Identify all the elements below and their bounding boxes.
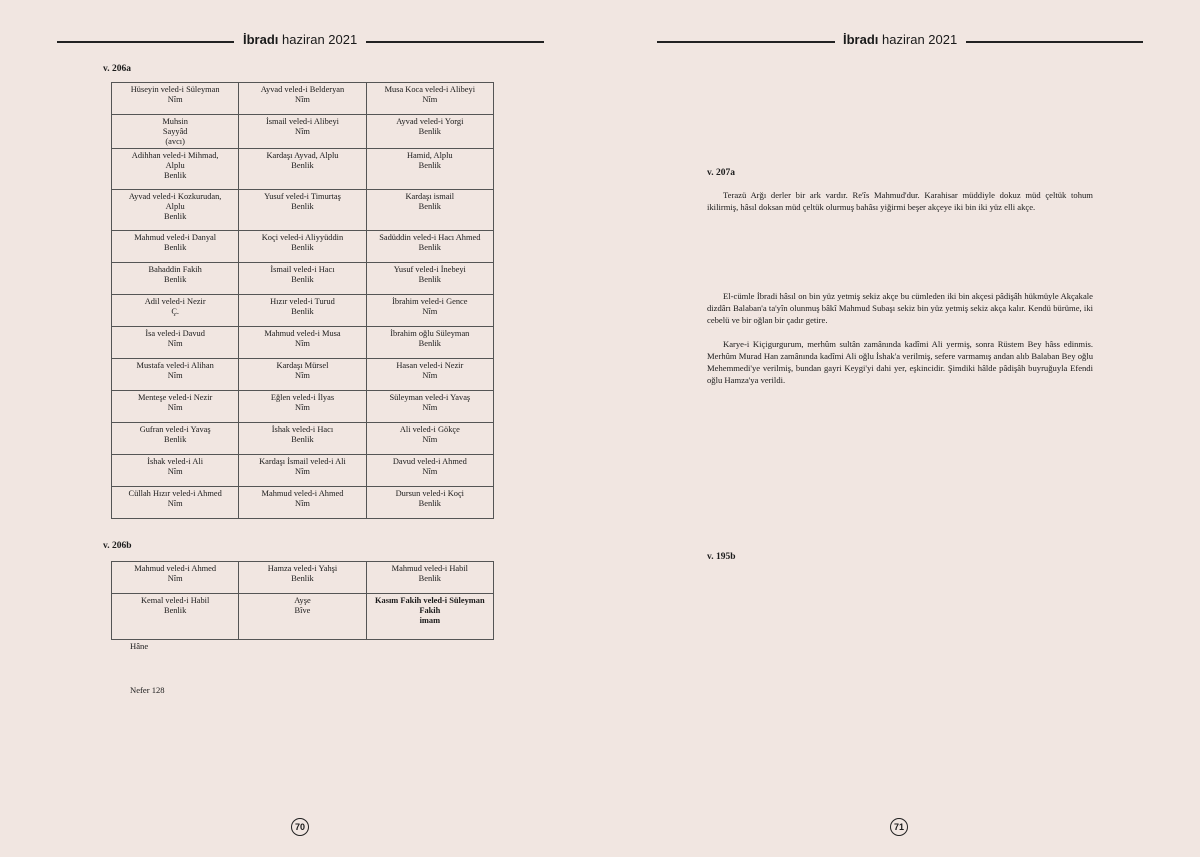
table-row — [112, 594, 494, 640]
table-cell: Ali veled-i Gökçe Nîm — [366, 423, 493, 455]
table-row — [112, 327, 494, 359]
table-cell: İsmail veled-i Hacı Benlik — [239, 263, 366, 295]
table-cell: Kardaşı İsmail veled-i Ali Nîm — [239, 455, 366, 487]
table-cell: Mustafa veled-i Alihan Nîm — [112, 359, 239, 391]
table-cell: Ayvad veled-i Kozkurudan, Alplu Benlik — [112, 190, 239, 231]
header-rule — [57, 41, 234, 43]
table-cell: Kasım Fakih veled-i Süleyman Fakih imam — [366, 594, 493, 640]
table-cell: İshak veled-i Ali Nîm — [112, 455, 239, 487]
table-row — [112, 295, 494, 327]
table-cell: Hızır veled-i Turud Benlik — [239, 295, 366, 327]
table-cell: Süleyman veled-i Yavaş Nîm — [366, 391, 493, 423]
table-cell: Hüseyin veled-i Süleyman Nîm — [112, 83, 239, 115]
table-cell: Davud veled-i Ahmed Nîm — [366, 455, 493, 487]
register-table-206a — [111, 82, 494, 519]
table-row — [112, 359, 494, 391]
table-cell: Eğlen veled-i İlyas Nîm — [239, 391, 366, 423]
table-cell: Ayvad veled-i Belderyan Nîm — [239, 83, 366, 115]
table-row — [112, 455, 494, 487]
hane-label: Hâne — [130, 641, 149, 651]
table-cell: Menteşe veled-i Nezir Nîm — [112, 391, 239, 423]
running-header-left — [0, 34, 600, 50]
table-row — [112, 423, 494, 455]
table-cell: İshak veled-i Hacı Benlik — [239, 423, 366, 455]
paragraph: El-cümle İbradi hâsıl on bin yüz yetmiş sekiz akçe bu cümleden iki bin akçesi pâdişâh hükmüyle Akçakale dizdârı Balaban'a ta'yîn olunmuş bâkî Mahmud Subaşı sekiz bin yüz yetmiş sekiz akça kalır. Kendü bürüme, iki cebelü ve bir oğlan bir çadır getire. — [707, 291, 1093, 325]
table-row — [112, 149, 494, 190]
table-cell: İsmail veled-i Alibeyi Nîm — [239, 115, 366, 149]
right-page — [600, 0, 1200, 857]
table-cell: Hasan veled-i Nezir Nîm — [366, 359, 493, 391]
nefer-label: Nefer 128 — [130, 685, 165, 695]
table-row — [112, 391, 494, 423]
page-number: 71 — [890, 818, 908, 836]
table-cell: Ayşe Bîve — [239, 594, 366, 640]
table-row — [112, 115, 494, 149]
table-cell: Hamid, Alplu Benlik — [366, 149, 493, 190]
paragraph: Terazü Arğı derler bir ark vardır. Re'îs Mahmud'dur. Karahisar müddiyle dokuz müd çeltük tohum ikilirmiş, hâsıl doksan müd çeltük olurmuş bahâsı yiğirmi beşer akçeye iki bin iki yüz elli akçe. — [707, 190, 1093, 212]
table-cell: Mahmud veled-i Ahmed Nîm — [239, 487, 366, 519]
table-cell: Kardaşı Ayvad, Alplu Benlik — [239, 149, 366, 190]
table-cell: Mahmud veled-i Danyal Benlik — [112, 231, 239, 263]
table-cell: Adil veled-i Nezir Ç. — [112, 295, 239, 327]
section-heading: v. 207a — [707, 168, 735, 178]
header-title: İbradı haziran 2021 — [243, 32, 358, 47]
table-cell: Hamza veled-i Yahşi Benlik — [239, 562, 366, 594]
page-number: 70 — [291, 818, 309, 836]
header-title: İbradı haziran 2021 — [843, 32, 958, 47]
table-cell: Gufran veled-i Yavaş Benlik — [112, 423, 239, 455]
table-cell: Mahmud veled-i Ahmed Nîm — [112, 562, 239, 594]
table-cell: Mahmud veled-i Habil Benlik — [366, 562, 493, 594]
header-rule — [966, 41, 1143, 43]
table-cell: Yusuf veled-i Timurtaş Benlik — [239, 190, 366, 231]
paragraph: Karye-i Kiçigurgurum, merhûm sultân zamânında kadîmi Ali yermiş, sonra Rüstem Bey hâss edinmis. Merhûm Murad Han zamânında kadîmi Ali oğlu İshak'a verilmiş, sefere varmamış andan alıb Balaban Bey oğlu Mehemmedi'ye verilmiş, bundan gayri Keygi'yi dahi yer, eşkincidir. Şimdiki hâlde pâdişâh buyruğuyla Efendi oğlu Hamza'ya verildi. — [707, 339, 1093, 385]
table-cell: İbrahim veled-i Gence Nîm — [366, 295, 493, 327]
section-heading: v. 195b — [707, 552, 736, 562]
section-heading: v. 206b — [103, 541, 132, 551]
table-cell: Kardaşı ismail Benlik — [366, 190, 493, 231]
running-header-right — [600, 34, 1200, 50]
table-cell: Bahaddin Fakih Benlik — [112, 263, 239, 295]
table-cell: Yusuf veled-i İnebeyi Benlik — [366, 263, 493, 295]
table-cell: Dursun veled-i Koçi Benlik — [366, 487, 493, 519]
table-cell: Adihhan veled-i Mihmad, Alplu Benlik — [112, 149, 239, 190]
table-cell: İbrahim oğlu Süleyman Benlik — [366, 327, 493, 359]
table-cell: Muhsin Sayyâd (avcı) — [112, 115, 239, 149]
table-row — [112, 487, 494, 519]
table-cell: İsa veled-i Davud Nîm — [112, 327, 239, 359]
table-cell: Musa Koca veled-i Alibeyi Nîm — [366, 83, 493, 115]
table-cell: Mahmud veled-i Musa Nîm — [239, 327, 366, 359]
table-row — [112, 231, 494, 263]
table-row — [112, 190, 494, 231]
table-cell: Koçi veled-i Aliyyüddin Benlik — [239, 231, 366, 263]
header-rule — [657, 41, 835, 43]
header-rule — [366, 41, 544, 43]
register-table-206b — [111, 561, 494, 640]
table-cell: Ayvad veled-i Yorgi Benlik — [366, 115, 493, 149]
table-cell: Sadüddin veled-i Hacı Ahmed Benlik — [366, 231, 493, 263]
table-cell: Kardaşı Mürsel Nîm — [239, 359, 366, 391]
table-row — [112, 562, 494, 594]
table-cell: Kemal veled-i Habil Benlik — [112, 594, 239, 640]
table-cell: Cüllah Hızır veled-i Ahmed Nîm — [112, 487, 239, 519]
table-row — [112, 83, 494, 115]
section-heading: v. 206a — [103, 64, 131, 74]
table-row — [112, 263, 494, 295]
